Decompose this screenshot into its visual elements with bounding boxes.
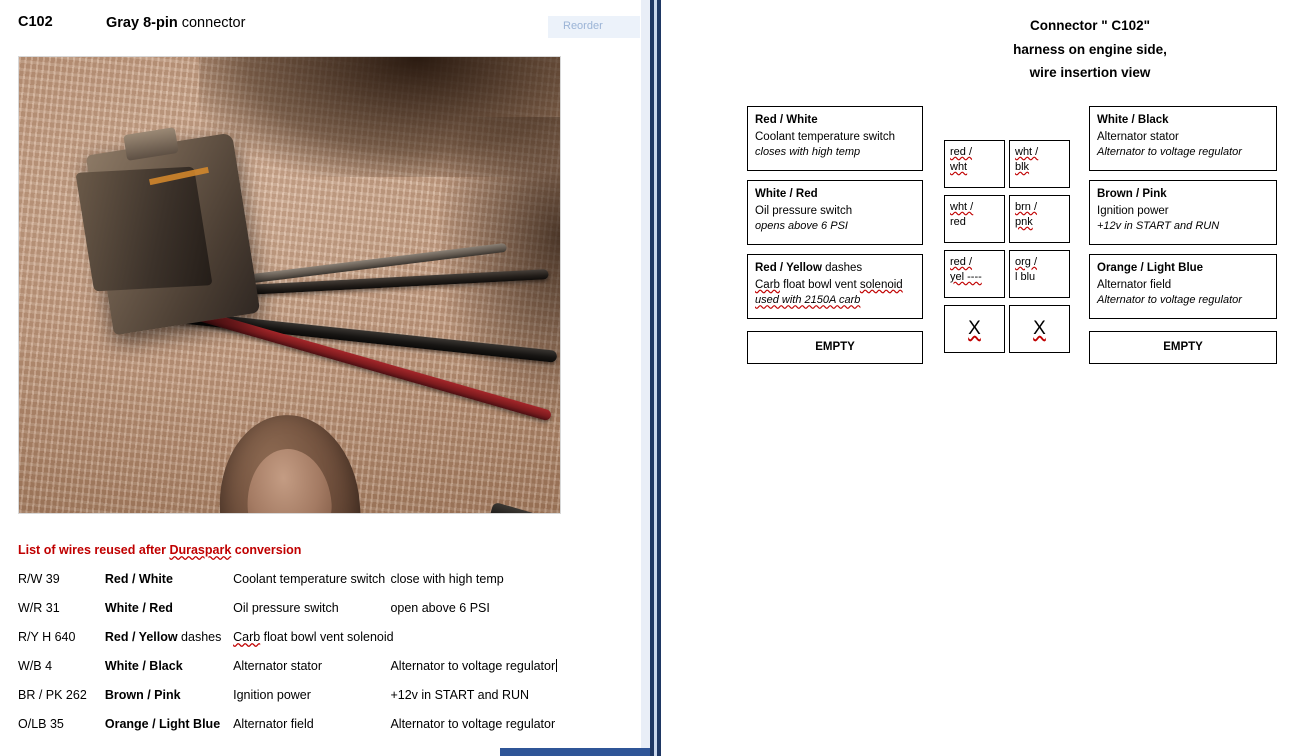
- table-row: [18, 659, 618, 688]
- pin-label-x: X: [1033, 318, 1046, 340]
- wire-function: Ignition power: [233, 688, 311, 702]
- descriptor-title: EMPTY: [815, 341, 855, 354]
- pin-cell-5: [944, 250, 1005, 298]
- descriptor-title: [755, 260, 915, 277]
- text-cursor: [556, 659, 557, 672]
- descriptor-title-main: Red / Yellow: [755, 262, 822, 274]
- descriptor-sub-mid: float bowl vent: [779, 278, 860, 291]
- page-gutter: [641, 0, 650, 756]
- wire-note: +12v in START and RUN: [390, 688, 530, 702]
- connector-desc-rest: connector: [177, 15, 246, 31]
- page-divider: [650, 0, 661, 756]
- pin-cell-6: [1009, 250, 1070, 298]
- pin-label-line1: org /: [1015, 256, 1038, 268]
- page-title-connector-id: C102: [18, 14, 53, 30]
- pin-cell-7-empty: [944, 305, 1005, 353]
- descriptor-title: EMPTY: [1163, 341, 1203, 354]
- bottom-accent-bar: [500, 748, 650, 756]
- pin-label-line2: blk: [1015, 160, 1030, 173]
- reused-wires-table: [18, 572, 618, 746]
- pin-label-line1: wht /: [1015, 146, 1039, 158]
- wire-function-rest: float bowl vent solenoid: [260, 630, 394, 644]
- table-row: [18, 630, 618, 659]
- descriptor-box-red-yellow: [747, 254, 923, 319]
- wire-color-name: Red / White: [104, 572, 173, 586]
- heading-part-duraspark: Duraspark: [169, 543, 232, 557]
- wire-function: [233, 630, 618, 659]
- pin-label-line2: l blu: [1015, 270, 1036, 283]
- wire-color-suffix: dashes: [177, 630, 222, 644]
- pin-label-line1: red /: [950, 146, 973, 158]
- wire-note: Alternator to voltage regulator: [390, 717, 556, 731]
- wire-note-text: Alternator to voltage regulator: [390, 659, 556, 673]
- descriptor-sub: Alternator stator: [1097, 130, 1179, 143]
- connector-face: [75, 167, 212, 292]
- wire-function: Coolant temperature switch: [233, 572, 386, 586]
- pin-label-line1: red /: [950, 256, 973, 268]
- wire-function: Alternator field: [233, 717, 314, 731]
- pin-label-x: X: [968, 318, 981, 340]
- descriptor-box-orange-light-blue: [1089, 254, 1277, 319]
- descriptor-title: Orange / Light Blue: [1097, 262, 1204, 274]
- descriptor-note: Alternator to voltage regulator: [1097, 294, 1242, 307]
- pin-label-line2: wht: [950, 160, 968, 173]
- pin-label-line2: pnk: [1015, 215, 1033, 228]
- wire-color-name: White / Black: [104, 659, 183, 673]
- title-line-2: harness on engine side,: [1013, 41, 1167, 57]
- descriptor-sub-carb: Carb: [755, 278, 780, 291]
- pin-label-line1: wht /: [950, 201, 974, 213]
- descriptor-box-white-black: [1089, 106, 1277, 171]
- wire-color-name: [105, 630, 233, 659]
- wire-note: open above 6 PSI: [390, 601, 490, 615]
- photo-shadow-right: [440, 117, 560, 417]
- descriptor-note: Alternator to voltage regulator: [1097, 146, 1242, 159]
- descriptor-note: [755, 293, 915, 309]
- heading-part-3: conversion: [231, 543, 302, 557]
- table-row: [18, 601, 618, 630]
- descriptor-sub: Ignition power: [1097, 204, 1169, 217]
- wire-code: O/LB 35: [18, 717, 64, 731]
- descriptor-title-suffix: dashes: [821, 262, 863, 274]
- descriptor-box-red-white: [747, 106, 923, 171]
- table-row: [18, 688, 618, 717]
- heading-part-1: List of wires reused after: [18, 543, 170, 557]
- wire-function: Oil pressure switch: [233, 601, 339, 615]
- descriptor-box-brown-pink: [1089, 180, 1277, 245]
- wire-code: BR / PK 262: [18, 688, 87, 702]
- wire-code: R/Y H 640: [18, 630, 76, 644]
- descriptor-sub: Alternator field: [1097, 278, 1172, 291]
- pin-cell-8-empty: [1009, 305, 1070, 353]
- divider-inner-line: [654, 0, 657, 756]
- wire-code: W/R 31: [18, 601, 60, 615]
- descriptor-note: +12v in START and RUN: [1097, 220, 1220, 233]
- wire-note: [390, 659, 618, 688]
- pin-label-line2: yel ----: [950, 270, 982, 283]
- descriptor-box-empty-right: [1089, 331, 1277, 364]
- descriptor-title: White / Black: [1097, 114, 1169, 126]
- wire-code: R/W 39: [18, 572, 60, 586]
- wire-function: Alternator stator: [233, 659, 323, 673]
- reused-wires-heading: [18, 543, 301, 557]
- table-row: [18, 572, 618, 601]
- descriptor-sub: Coolant temperature switch: [755, 130, 895, 143]
- descriptor-title: Red / White: [755, 114, 818, 126]
- title-line-3: wire insertion view: [1029, 65, 1151, 81]
- title-line-1: Connector " C102": [1029, 18, 1151, 33]
- wire-note: close with high temp: [390, 572, 504, 586]
- ghost-toolbar-label: Reorder: [563, 20, 603, 32]
- descriptor-note: closes with high temp: [755, 146, 861, 159]
- descriptor-sub: Oil pressure switch: [755, 204, 853, 217]
- wire-code: W/B 4: [18, 659, 53, 673]
- descriptor-note-main: used with 2150A: [755, 294, 839, 307]
- page-title-connector-desc: [106, 15, 245, 31]
- wire-color-name: White / Red: [104, 601, 173, 615]
- pin-cell-1: [944, 140, 1005, 188]
- descriptor-title: White / Red: [755, 188, 818, 200]
- descriptor-sub-solenoid: solenoid: [859, 278, 903, 291]
- descriptor-note-carb: carb: [838, 294, 861, 307]
- pin-label-line1: brn /: [1015, 201, 1038, 213]
- pin-cell-2: [1009, 140, 1070, 188]
- wire-color-bold: Red / Yellow: [104, 630, 178, 644]
- wire-color-name: Orange / Light Blue: [104, 717, 221, 731]
- pin-label-line2: red: [950, 215, 966, 228]
- descriptor-box-empty-left: [747, 331, 923, 364]
- wire-function-carb: Carb: [233, 630, 261, 644]
- wire-color-name: Brown / Pink: [104, 688, 181, 702]
- table-row: [18, 717, 618, 746]
- right-page-title: [900, 14, 1280, 85]
- pin-cell-3: [944, 195, 1005, 243]
- connector-desc-bold: Gray 8-pin: [106, 15, 178, 31]
- descriptor-box-white-red: [747, 180, 923, 245]
- descriptor-title: Brown / Pink: [1097, 188, 1167, 200]
- pin-cell-4: [1009, 195, 1070, 243]
- descriptor-note: opens above 6 PSI: [755, 220, 848, 233]
- connector-photo: [18, 56, 561, 514]
- connector-pin-grid: [944, 140, 1074, 364]
- descriptor-sub: [755, 277, 915, 294]
